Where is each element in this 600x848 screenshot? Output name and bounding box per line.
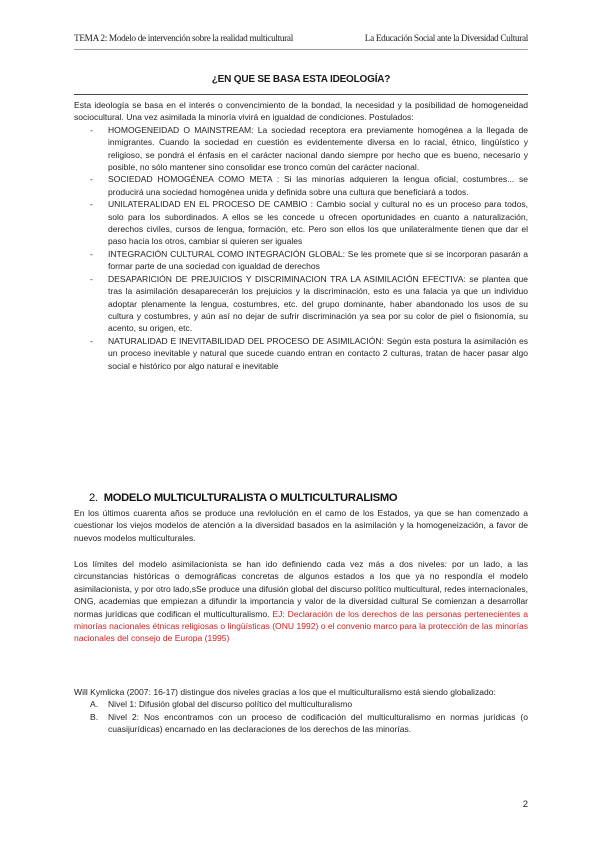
list-label: A. [90, 699, 99, 710]
header-right: La Educación Social ante la Diversidad Cultural [364, 34, 528, 44]
postulados-list [74, 124, 528, 372]
list-item [74, 698, 528, 710]
section-2-paragraph-2 [74, 558, 528, 645]
paragraph-main-text: Los límites del modelo asimilacionista se han ido definiendo cada vez más a dos niveles: por un lado, a las circunstancias históricas o demográficas concretas de algunos estados a los que ya no respondía el modelo asimilacionista, y por otro lado,sSe produce una difusión global del discurso político multicultural, redes internacionales, ONG, academias que empiezan a difundir la importancia y valor de la diversidad cultural Se comienzan a desarrollar normas jurídicas que codifican el multiculturalismo. [74, 559, 528, 619]
paragraph-text: En los últimos cuarenta años se produce una revlolución en el camo de los Estados, ya que se han comenzado a cuestionar los viejos modelos de atención a la diversidad basados en la asimilación y la homogeneización, a favor de nuevos modelos multiculturales. [74, 508, 528, 543]
intro-block [74, 99, 528, 372]
heading-rule [74, 94, 528, 95]
header-left: TEMA 2: Modelo de intervención sobre la realidad multicultural [74, 34, 293, 44]
dash-bullet: - [90, 273, 93, 284]
paragraph-text: Will Kymlicka (2007: 16-17) distingue dos niveles gracias a los que el multiculturalismo está siendo globalizado: [74, 687, 496, 697]
list-item [74, 198, 528, 248]
header-divider [74, 49, 528, 50]
dash-bullet: - [90, 124, 93, 135]
list-item-text: NATURALIDAD E INEVITABILIDAD DEL PROCESO DE ASIMILACIÓN: Según esta postura la asimilación es un proceso inevitable y natural que sucede cuando entran en contacto 2 culturas, tratan de hacer pasar algo social e histórico por algo natural e inevitable [108, 335, 528, 371]
section-question-heading: ¿EN QUE SE BASA ESTA IDEOLOGÍA? [211, 74, 391, 85]
list-item [74, 248, 528, 273]
levels-list [74, 698, 528, 735]
section-2-title: MODELO MULTICULTURALISTA O MULTICULTURALISMO [103, 492, 398, 504]
list-item [74, 711, 528, 736]
paragraph-text [74, 558, 528, 645]
list-item [74, 173, 528, 198]
section-2-paragraph-1 [74, 507, 528, 544]
dash-bullet: - [90, 199, 93, 210]
highlighted-example: EJ: Declaración de los derechos de las personas pertenecientes a minorías nacionales étnicas religiosas o lingüísticas (ONU 1992) o el convenio marco para la protección de las minorías nacionales del consejo de Europa (1995) [74, 608, 528, 644]
intro-paragraph: Esta ideología se basa en el interés o convencimiento de la bondad, la necesidad y la posibilidad de homogeneidad sociocultural. Una vez asimilada la minoría vivirá en igualdad de condiciones. Postulados: [74, 100, 528, 123]
list-label: B. [90, 711, 99, 722]
list-item-text: SOCIEDAD HOMOGÉNEA COMO META : Si las minorías adquieren la lengua oficial, costumbres... se producirá una sociedad homogénea unida y definida sobre una cultura que beneficiará a todos. [108, 174, 528, 197]
dash-bullet: - [90, 248, 93, 259]
section-2-heading [89, 492, 397, 504]
list-item [74, 335, 528, 372]
list-item-text: INTEGRACIÓN CULTURAL COMO INTEGRACIÓN GLOBAL: Se les promete que si se incorporan pasarán a formar parte de una sociedad con igualdad de derechos [108, 248, 528, 272]
list-item [74, 273, 528, 335]
section-2-number: 2. [89, 492, 98, 504]
list-item-text: Nivel 1: Difusión global del discurso político del multiculturalismo [108, 699, 353, 710]
page-number: 2 [522, 799, 528, 810]
list-item-text: UNILATERALIDAD EN EL PROCESO DE CAMBIO : Cambio social y cultural no es un proceso para todos, solo para los subordinados. A ellos se les concede u ofrecen oportunidades en cuanto a naturalización, derechos civiles, cursos de lengua, formación, etc. Pero son ellos los que unilateralmente tienen que dar el paso hacia los otros, cambiar si quieren ser iguales [108, 199, 528, 247]
dash-bullet: - [90, 174, 93, 185]
list-item-text: Nivel 2: Nos encontramos con un proceso de codificación del multiculturalismo en normas jurídicas (o cuasijurídicas) encarnado en las declaraciones de los derechos de las minorías. [108, 711, 528, 735]
dash-bullet: - [90, 335, 93, 346]
list-item-text: HOMOGENEIDAD O MAINSTREAM: La sociedad receptora era previamente homogénea a la llegada de inmigrantes. Cuando la sociedad en cuestión es evidentemente diversa en lo racial, étnico, lingüístico y religioso, se pondrá el énfasis en el carácter nacional dando siempre por hecho que es bueno, necesario y posible, no sólo mantener sino consolidar ese tronco común del carácter nacional. [108, 124, 528, 173]
section-2-paragraph-3 [74, 686, 528, 736]
list-item-text: DESAPARICIÓN DE PREJUICIOS Y DISCRIMINACION TRA LA ASIMILACIÓN EFECTIVA: se plantea que tras la asimilación desaparecerán los prejuicios y la discriminación, esto es una falacia ya que un individuo adoptar plenamente la lengua, costumbres, etc. del grupo dominante, haber abandonado los usos de su cultura y costumbres, y aún así no dejar de sufrir discriminación ya sea por su color de piel o fisionomía, su acento, su origen, etc. [108, 273, 528, 334]
list-item [74, 124, 528, 174]
